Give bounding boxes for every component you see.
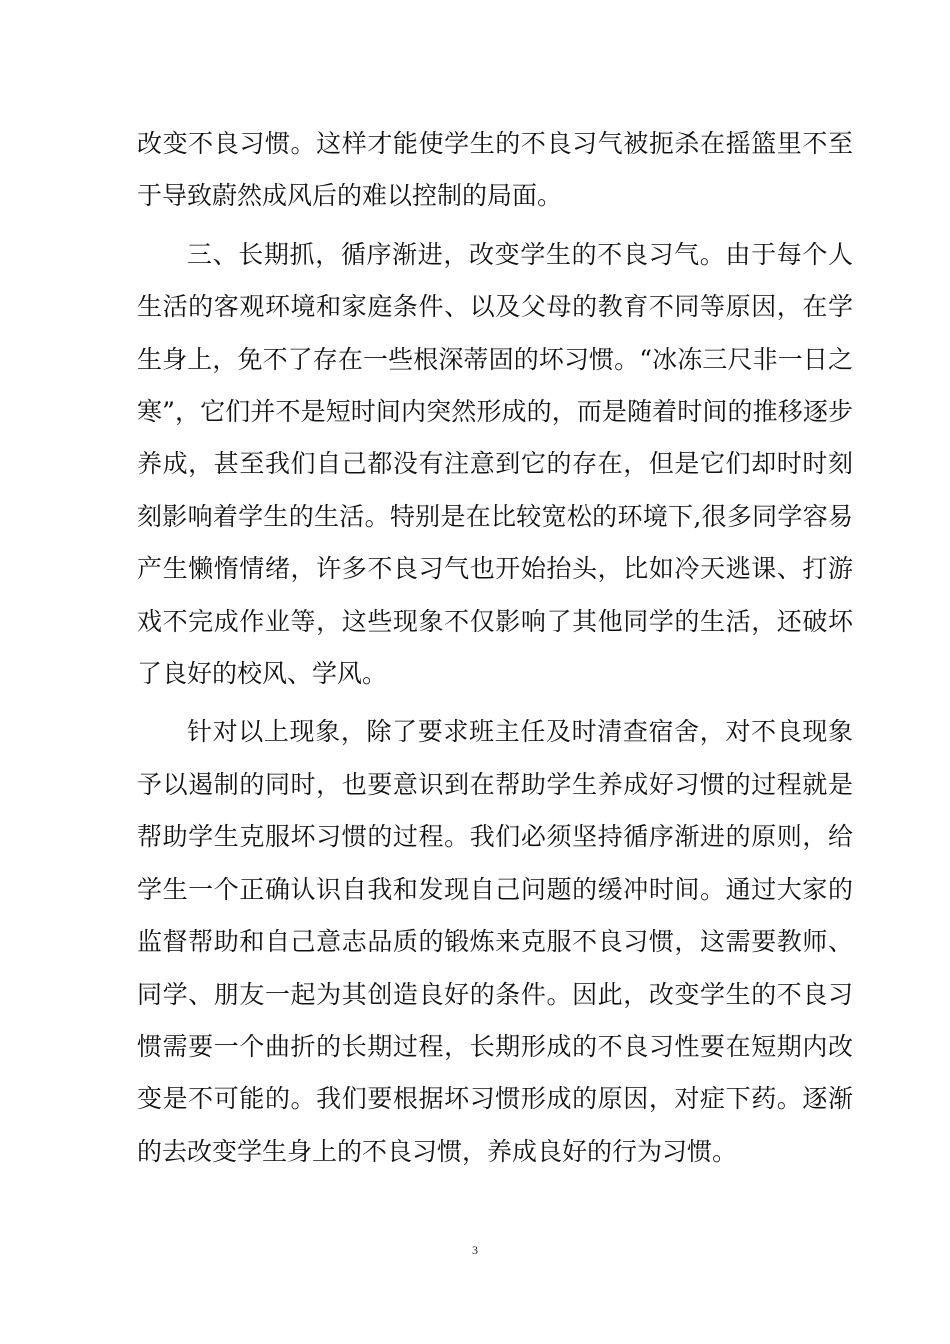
page-number: 3 xyxy=(472,1243,478,1257)
paragraph-continuation: 改变不良习惯。这样才能使学生的不良习气被扼杀在摇篮里不至于导致蔚然成风后的难以控制的局面。 xyxy=(137,129,853,211)
paragraph-response: 针对以上现象，除了要求班主任及时清查宿舍，对不良现象予以遏制的同时，也要意识到在帮助学生养成好习惯的过程就是帮助学生克服坏习惯的过程。我们必须坚持循序渐进的原则，给学生一个正确认识自我和发现自己问题的缓冲时间。通过大家的监督帮助和自己意志品质的锻炼来克服不良习惯，这需要教师、同学、朋友一起为其创造良好的条件。因此，改变学生的不良习惯需要一个曲折的长期过程，长期形成的不良习性要在短期内改变是不可能的。我们要根据坏习惯形成的原因，对症下药。逐渐的去改变学生身上的不良习惯，养成良好的行为习惯。 xyxy=(137,717,853,1166)
body-text xyxy=(137,118,853,1178)
paragraph-section-three: 三、长期抓，循序渐进，改变学生的不良习气。由于每个人生活的客观环境和家庭条件、以及父母的教育不同等原因，在学生身上，免不了存在一些根深蒂固的坏习惯。“冰冻三尺非一日之寒”，它们并不是短时间内突然形成的，而是随着时间的推移逐步养成，甚至我们自己都没有注意到它的存在，但是它们却时时刻刻影响着学生的生活。特别是在比较宽松的环境下,很多同学容易产生懒惰情绪，许多不良习气也开始抬头，比如冷天逃课、打游戏不完成作业等，这些现象不仅影响了其他同学的生活，还破坏了良好的校风、学风。 xyxy=(137,239,853,689)
